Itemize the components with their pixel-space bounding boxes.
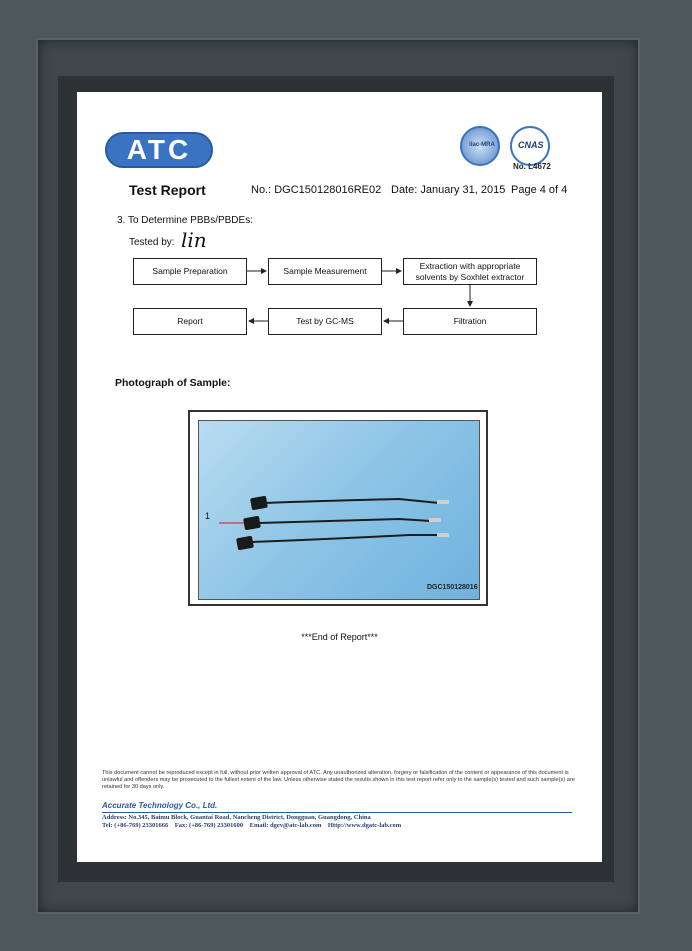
sample-photo — [198, 420, 480, 600]
flow-step-gc-ms: Test by GC-MS — [268, 308, 382, 335]
photo-id-label: DGC150128016 — [427, 584, 478, 591]
section-heading: 3. To Determine PBBs/PBDEs: — [117, 215, 253, 226]
atc-logo: ATC — [105, 132, 213, 168]
flow-step-extraction: Extraction with appropriate solvents by Soxhlet extractor — [403, 258, 537, 285]
company-address — [102, 814, 401, 830]
photo-section-title: Photograph of Sample: — [115, 377, 231, 389]
footer-disclaimer: This document cannot be reproduced except in full, without prior written approval of ATC. Any unauthorized alteration, forgery or falsification of the content or appearance of this document is unlawful and offenders may be prosecuted to the fullest extent of the law. Unless otherwise stated the results shown in this test report refer only to the sample(s) tested and such sample(s) are retained for 30 days only. — [102, 770, 575, 790]
report-page — [77, 92, 602, 862]
footer-rule — [102, 812, 572, 813]
flowchart-arrows — [77, 92, 602, 352]
sample-photo-frame — [188, 410, 488, 606]
flow-step-filtration: Filtration — [403, 308, 537, 335]
flow-step-sample-measurement: Sample Measurement — [268, 258, 382, 285]
end-of-report: ***End of Report*** — [301, 632, 378, 642]
tested-by-label: Tested by: — [129, 237, 175, 248]
report-number: No.: DGC150128016RE02 — [251, 184, 382, 196]
sample-marker-label: 1 — [205, 511, 211, 521]
ilac-mra-seal-text: ilac-MRA — [469, 142, 495, 148]
contact-line: Tel: (+86-769) 23301666 Fax: (+86-769) 23301600 Email: dgev@atc-lab.com Http://www.dgatc-lab.com — [102, 822, 402, 829]
company-name: Accurate Technology Co., Ltd. — [102, 801, 218, 810]
page-number: Page 4 of 4 — [511, 184, 568, 196]
sample-cables-image — [199, 421, 479, 599]
report-title: Test Report — [129, 182, 206, 198]
flow-step-report: Report — [133, 308, 247, 335]
report-date: Date: January 31, 2015 — [391, 184, 506, 196]
cnas-seal-text: CNAS — [518, 140, 544, 150]
cnas-number: No. L4672 — [513, 162, 551, 171]
flow-step-sample-preparation: Sample Preparation — [133, 258, 247, 285]
tester-signature: lin — [181, 228, 207, 252]
address-line: Address: No.345, Baimu Block, Guantai Road, Nancheng District, Dongguan, Guangdong, China — [102, 814, 371, 821]
